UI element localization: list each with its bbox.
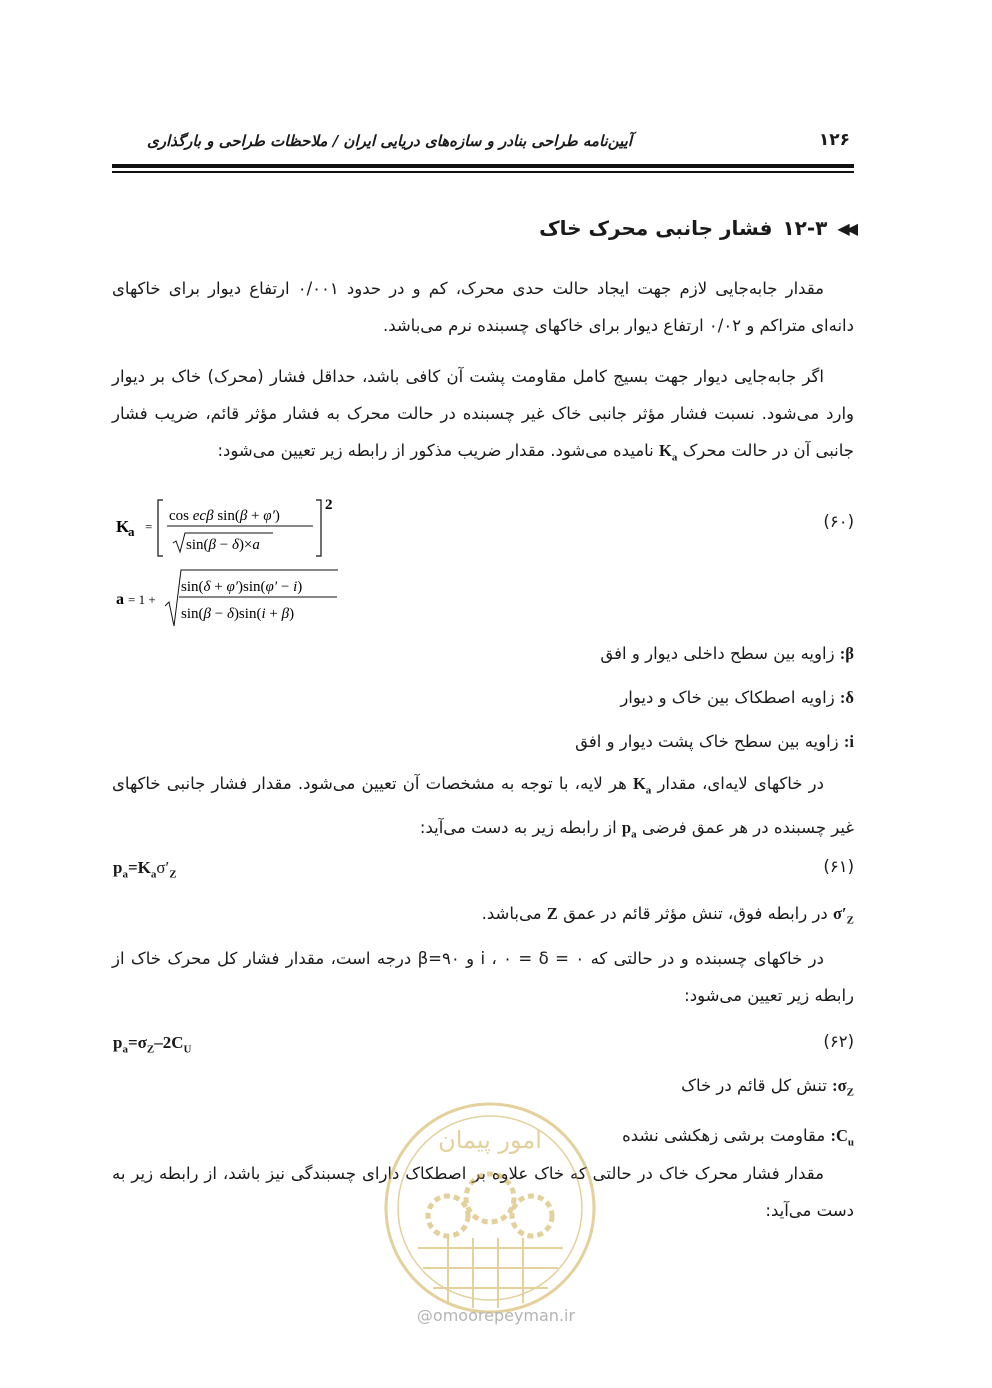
svg-text:=: = (145, 519, 153, 534)
equation-62-number: (۶۲) (823, 1032, 854, 1051)
equation-61: $p_a=K_a\sigma'_Z$ (113, 858, 177, 881)
header-rule-thin (112, 171, 854, 173)
paragraph-2: اگر جابه‌جایی دیوار جهت بسیج کامل مقاومت پشت آن کافی باشد، حداقل فشار (محرک) خاک بر دیوار وارد می‌شود. نسبت فشار مؤثر جانبی خاک غیر چسبنده در حالت محرک به فشار مؤثر قائم، ضریب فشار جانبی آن در حالت محرک $K_a$ نامیده می‌شود. مقدار ضریب مذکور از رابطه زیر تعیین می‌شود: (112, 367, 854, 464)
header-rule-thick (112, 164, 854, 168)
definition-i: i: زاویه بین سطح خاک پشت دیوار و افق (575, 732, 854, 751)
definition-list-2 (622, 1064, 854, 1165)
definition-cu: $C_u$: مقاومت برشی زهکشی نشده (622, 1126, 854, 1149)
watermark-url: @omoorepeyman.ir (416, 1306, 576, 1325)
page-number: ۱۲۶ (818, 130, 850, 150)
section-heading (539, 216, 854, 240)
paragraph-1: مقدار جابه‌جایی لازم جهت ایجاد حالت حدی محرک، کم و در حدود ۰/۰۰۱ ارتفاع دیوار برای خاکهای دانه‌ای متراکم و ۰/۰۲ ارتفاع دیوار برای خاکهای چسبنده نرم می‌باشد. (112, 279, 854, 335)
svg-text:sin(β − δ)sin(i + β): sin(β − δ)sin(i + β) (181, 606, 295, 622)
svg-text:sin(β − δ)×a: sin(β − δ)×a (186, 537, 260, 553)
header-title: آیین‌نامه طراحی بنادر و سازه‌های دریایی ایران / ملاحظات طراحی و بارگذاری (146, 132, 632, 150)
paragraph-3: در خاکهای لایه‌ای، مقدار $K_a$ هر لایه، با توجه به مشخصات آن تعیین می‌شود. مقدار فشار جانبی خاکهای غیر چسبنده در هر عمق فرضی $p_a$ از رابطه زیر به دست می‌آید: (112, 774, 854, 841)
svg-text:cos ecβ sin(β + φ′): cos ecβ sin(β + φ′) (169, 508, 280, 524)
sigma-z-definition: $\sigma'_Z$ در رابطه فوق، تنش مؤثر قائم در عمق Z می‌باشد. (481, 904, 854, 927)
section-arrow-icon: ◀◀ (837, 218, 854, 238)
svg-text:a: a (116, 591, 124, 608)
definition-delta: δ: زاویه اصطکاک بین خاک و دیوار (620, 688, 854, 707)
equation-61-number: (۶۱) (823, 857, 854, 876)
equation-62: $p_a=\sigma_Z-2C_U$ (113, 1033, 192, 1056)
definition-list-1 (575, 632, 854, 764)
svg-text:sin(δ + φ′)sin(φ′ − i): sin(δ + φ′)sin(φ′ − i) (181, 579, 303, 595)
svg-text:= 1 +: = 1 + (128, 592, 156, 607)
symbol-ka: $K_a$ (659, 441, 678, 464)
definition-sigma-z: $\sigma_Z$: تنش کل قائم در خاک (681, 1076, 854, 1099)
section-title: فشار جانبی محرک خاک (539, 216, 773, 240)
svg-text:a: a (128, 524, 135, 539)
watermark-logo-icon (378, 1098, 603, 1328)
equation-60 (113, 496, 353, 562)
definition-beta: β: زاویه بین سطح داخلی دیوار و افق (600, 644, 854, 663)
svg-text:K: K (116, 517, 130, 536)
svg-text:2: 2 (325, 497, 333, 513)
running-header (112, 128, 854, 158)
paragraph-4: در خاکهای چسبنده و در حالتی که ۰ = i ، ۰ = δ و β=۹۰ درجه است، مقدار فشار کل محرک خاک از رابطه زیر تعیین می‌شود: (112, 949, 854, 1005)
paragraph-5: مقدار فشار محرک خاک در حالتی که خاک علاوه بر اصطکاک دارای چسبندگی نیز باشد، از رابطه زیر به دست می‌آید: (112, 1164, 854, 1220)
equation-a (113, 566, 353, 630)
equation-60-number: (۶۰) (823, 512, 854, 531)
svg-text:امور پیمان: امور پیمان (438, 1126, 542, 1154)
section-number: ۱۲-۳ (782, 216, 828, 240)
